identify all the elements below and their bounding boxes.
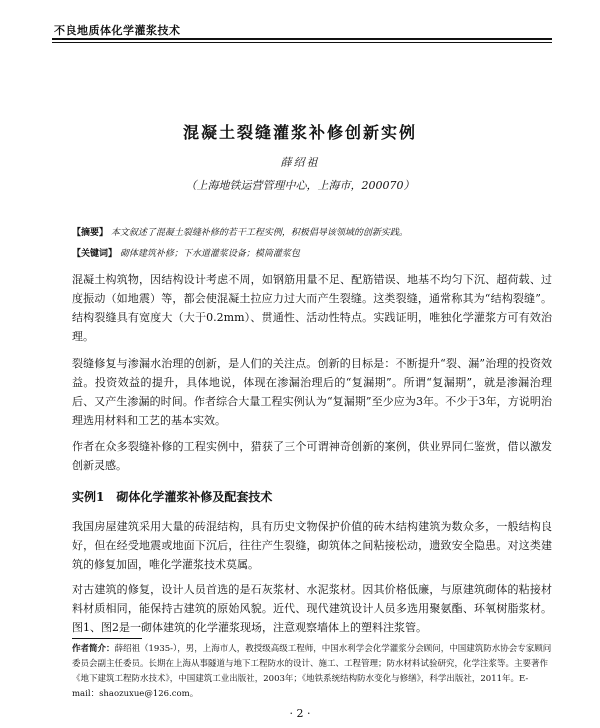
keywords xyxy=(72,246,552,259)
section-heading: 实例1 砌体化学灌浆补修及配套技术 xyxy=(72,490,273,504)
page-header xyxy=(52,19,552,43)
running-title: 不良地质体化学灌浆技术 xyxy=(54,24,181,37)
body-paragraph-5: 对古建筑的修复，设计人员首选的是石灰浆材、水泥浆材。因其价格低廉，与原建筑砌体的粘接材料材质相同，能保持古建筑的原始风貌。近代、现代建筑设计人员多选用聚氨酯、环氧树脂浆材。图1、图2是一砌体建筑的化学灌浆现场，注意观察墙体上的塑料注浆管。 xyxy=(72,583,552,634)
keywords-text: 砌体建筑补修；下水道灌浆设备；模筒灌浆包 xyxy=(119,249,300,259)
header-rule-thick xyxy=(52,38,552,40)
article-title: 混凝土裂缝灌浆补修创新实例 xyxy=(182,123,417,142)
footnote-label: 作者简介： xyxy=(72,644,115,654)
footnote-divider xyxy=(72,638,142,639)
body-paragraph-4: 我国房屋建筑采用大量的砖混结构，具有历史文物保护价值的砖木结构建筑为数众多，一般结构良好，但在经受地震或地面下沉后，往往产生裂缝，砌筑体之间粘接松动，遗致安全隐患。对这类建筑的修复加固，唯化学灌浆技术莫属。 xyxy=(72,520,552,571)
abstract-text: 本文叙述了混凝土裂缝补修的若干工程实例，积极倡导该领域的创新实践。 xyxy=(110,228,408,238)
body-paragraph-1: 混凝土构筑物，因结构设计考虑不周，如钢筋用量不足、配筋错误、地基不均匀下沉、超荷载、过度振动（如地震）等，都会使混凝土拉应力过大而产生裂缝。这类裂缝，通常称其为“结构裂缝”。结构裂缝具有宽度大（大于0.2mm）、贯通性、活动性特点。实践证明，唯独化学灌浆方可有效治理。 xyxy=(72,273,552,343)
abstract xyxy=(72,225,552,238)
header-rule-thin xyxy=(52,42,552,43)
page-number: · 2 · xyxy=(289,707,311,720)
keywords-label: 【关键词】 xyxy=(72,249,118,259)
abstract-label: 【摘要】 xyxy=(72,228,109,238)
footnote-text: 薛绍祖（1935-），男，上海市人，教授级高级工程师，中国水利学会化学灌浆分会顾问，中国建筑防水协会专家顾问委员会副主任委员。长期在上海从事隧道与地下工程防水的设计、施工、工程管理；防水材料试验研究，化学注浆等。主要著作《地下建筑工程防水技术》，中国建筑工业出版社，2003年；《地铁系统结构防水变化与修缮》，科学出版社，2011年。E-mail：shaozuxue@126.com。 xyxy=(72,644,552,699)
author-footnote xyxy=(72,642,552,702)
body-paragraph-2: 裂缝修复与渗漏水治理的创新，是人们的关注点。创新的目标是：不断提升“裂、漏”治理的投资效益。投资效益的提升，具体地说，体现在渗漏治理后的“复漏期”。所谓“复漏期”，就是渗漏治理后、又产生渗漏的时间。作者综合大量工程实例认为“复漏期”至少应为3年。不少于3年，方说明治理选用材料和工艺的基本实效。 xyxy=(72,357,552,427)
author-name: 薛绍祖 xyxy=(280,156,320,169)
author-affiliation: （上海地铁运营管理中心，上海市，200070） xyxy=(185,179,415,192)
body-paragraph-3: 作者在众多裂缝补修的工程实例中，猎获了三个可谓神奇创新的案例，供业界同仁鉴赏，借以激发创新灵感。 xyxy=(72,440,552,472)
